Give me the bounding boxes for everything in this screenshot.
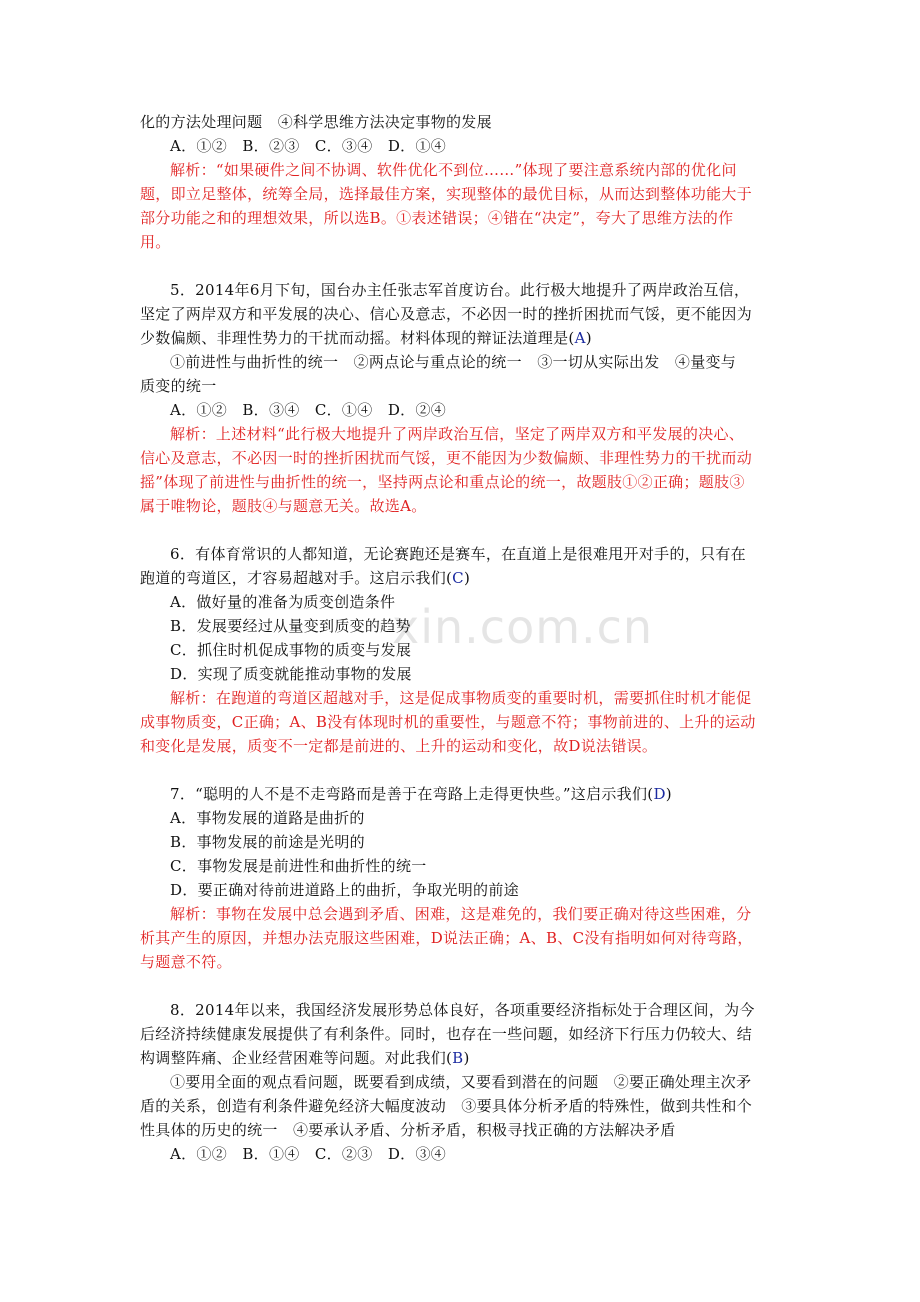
q6-option-d: D．实现了质变就能推动事物的发展 bbox=[170, 665, 412, 683]
q8-stem-line-3: 构调整阵痛、企业经营困难等问题。对此我们(B) bbox=[140, 1049, 470, 1067]
q4-options: A．①② B．②③ C．③④ D．①④ bbox=[170, 137, 447, 155]
q6-option-b: B．发展要经过从量变到质变的趋势 bbox=[170, 617, 411, 635]
q8-items-line-1: ①要用全面的观点看问题，既要看到成绩，又要看到潜在的问题 ②要正确处理主次矛 bbox=[170, 1073, 752, 1091]
q7-analysis-line-1: 解析：事物在发展中总会遇到矛盾、困难，这是难免的，我们要正确对待这些困难，分 bbox=[170, 905, 752, 923]
q7-analysis-line-2: 析其产生的原因，并想办法克服这些困难，D说法正确；A、B、C没有指明如何对待弯路， bbox=[140, 929, 753, 947]
q6-stem-line-2: 跑道的弯道区，才容易超越对手。这启示我们(C) bbox=[140, 569, 471, 587]
watermark: xin.com.cn bbox=[392, 600, 654, 654]
q5-analysis-line-1: 解析：上述材料“此行极大地提升了两岸政治互信，坚定了两岸双方和平发展的决心、 bbox=[170, 425, 745, 443]
q7-analysis-line-3: 与题意不符。 bbox=[140, 953, 232, 971]
q5-stem-line-2: 坚定了两岸双方和平发展的决心、信心及意志，不必因一时的挫折困扰而气馁，更不能因为 bbox=[140, 305, 753, 323]
q5-options: A．①② B．③④ C．①④ D．②④ bbox=[170, 401, 447, 419]
q8-items-line-3: 性具体的历史的统一 ④要承认矛盾、分析矛盾，积极寻找正确的方法解决矛盾 bbox=[140, 1121, 676, 1139]
q6-answer: C bbox=[452, 569, 464, 587]
q4-analysis-line-4: 用。 bbox=[140, 233, 171, 251]
q7-option-d: D．要正确对待前进道路上的曲折，争取光明的前途 bbox=[170, 881, 519, 899]
q8-answer: B bbox=[452, 1049, 464, 1067]
analysis-tag: 解析： bbox=[170, 689, 216, 707]
q8-stem-line-1: 8．2014年以来，我国经济发展形势总体良好，各项重要经济指标处于合理区间，为今 bbox=[170, 1001, 755, 1019]
q4-analysis-line-2: 题，即立足整体，统筹全局，选择最佳方案，实现整体的最优目标，从而达到整体功能大于 bbox=[140, 185, 753, 203]
q7-answer: D bbox=[653, 785, 666, 803]
q8-stem-line-2: 后经济持续健康发展提供了有利条件。同时，也存在一些问题，如经济下行压力仍较大、结 bbox=[140, 1025, 753, 1043]
q7-option-a: A．事物发展的道路是曲折的 bbox=[170, 809, 365, 827]
q5-analysis-line-4: 属于唯物论，题肢④与题意无关。故选A。 bbox=[140, 497, 427, 515]
analysis-tag: 解析： bbox=[170, 425, 216, 443]
q4-tail-line: 化的方法处理问题 ④科学思维方法决定事物的发展 bbox=[140, 113, 492, 131]
q6-analysis-line-2: 成事物质变，C正确；A、B没有体现时机的重要性，与题意不符；事物前进的、上升的运动 bbox=[140, 713, 756, 731]
q5-analysis-line-2: 信心及意志，不必因一时的挫折困扰而气馁，更不能因为少数偏颇、非理性势力的干扰而动 bbox=[140, 449, 753, 467]
q7-option-c: C．事物发展是前进性和曲折性的统一 bbox=[170, 857, 427, 875]
q5-items-line-1: ①前进性与曲折性的统一 ②两点论与重点论的统一 ③一切从实际出发 ④量变与 bbox=[170, 353, 737, 371]
q5-items-line-2: 质变的统一 bbox=[140, 377, 217, 395]
q7-option-b: B．事物发展的前途是光明的 bbox=[170, 833, 365, 851]
q4-analysis-line-1: 解析：“如果硬件之间不协调、软件优化不到位……”体现了要注意系统内部的优化问 bbox=[170, 161, 737, 179]
q7-stem-line-1: 7．“聪明的人不是不走弯路而是善于在弯路上走得更快些。”这启示我们(D) bbox=[170, 785, 672, 803]
q5-stem-line-3: 少数偏颇、非理性势力的干扰而动摇。材料体现的辩证法道理是(A) bbox=[140, 329, 592, 347]
analysis-tag: 解析： bbox=[170, 161, 216, 179]
q5-answer: A bbox=[574, 329, 586, 347]
q6-stem-line-1: 6．有体育常识的人都知道，无论赛跑还是赛车，在直道上是很难甩开对手的，只有在 bbox=[170, 545, 746, 563]
q6-option-c: C．抓住时机促成事物的质变与发展 bbox=[170, 641, 412, 659]
q8-options: A．①② B．①④ C．②③ D．③④ bbox=[170, 1145, 447, 1163]
q6-analysis-line-1: 解析：在跑道的弯道区超越对手，这是促成事物质变的重要时机，需要抓住时机才能促 bbox=[170, 689, 752, 707]
q6-option-a: A．做好量的准备为质变创造条件 bbox=[170, 593, 396, 611]
q4-analysis-line-3: 部分功能之和的理想效果，所以选B。①表述错误；④错在“决定”，夸大了思维方法的作 bbox=[140, 209, 734, 227]
analysis-tag: 解析： bbox=[170, 905, 216, 923]
q5-analysis-line-3: 摇”体现了前进性与曲折性的统一，坚持两点论和重点论的统一，故题肢①②正确；题肢③ bbox=[140, 473, 745, 491]
document-page bbox=[140, 110, 784, 1166]
q8-items-line-2: 盾的关系，创造有利条件避免经济大幅度波动 ③要具体分析矛盾的特殊性，做到共性和个 bbox=[140, 1097, 753, 1115]
q6-analysis-line-3: 和变化是发展，质变不一定都是前进的、上升的运动和变化，故D说法错误。 bbox=[140, 737, 658, 755]
q5-stem-line-1: 5．2014年6月下旬，国台办主任张志军首度访台。此行极大地提升了两岸政治互信， bbox=[170, 281, 750, 299]
